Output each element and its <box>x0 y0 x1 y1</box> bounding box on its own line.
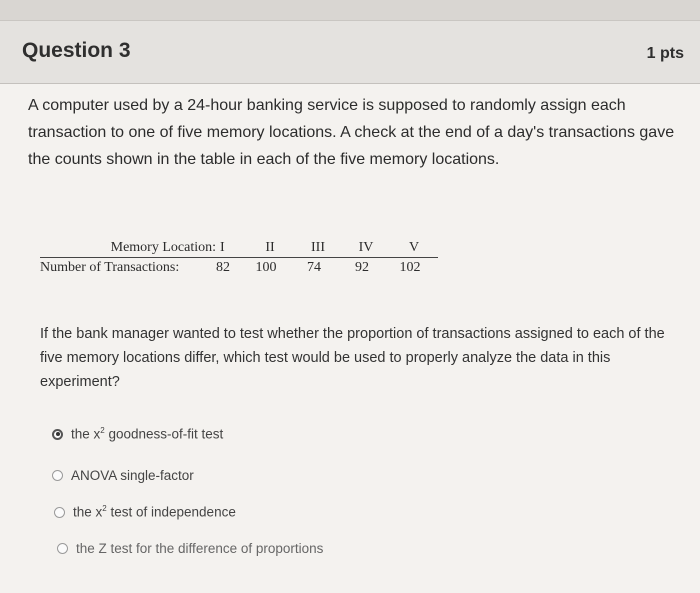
option-label: ANOVA single-factor <box>71 467 194 483</box>
option-chi-square-independence[interactable] <box>54 502 236 522</box>
question-points: 1 pts <box>646 45 684 62</box>
question-prompt: If the bank manager wanted to test whether the proportion of transactions assigned to each of the five memory locations differ, which test would be used to properly analyze the data in this experiment? <box>40 326 665 390</box>
option-label: the Z test for the difference of proportions <box>76 540 324 556</box>
radio-icon[interactable] <box>57 543 68 554</box>
option-chi-square-goodness-of-fit[interactable] <box>52 424 223 444</box>
radio-selected-icon[interactable] <box>52 429 63 440</box>
table-val-1: 82 <box>216 259 230 275</box>
table-col-2: II <box>265 239 275 255</box>
question-header <box>0 21 700 84</box>
question-intro: A computer used by a 24-hour banking service is supposed to randomly assign each transaction to one of five memory locations. A check at the end of a day's transactions gave the counts shown in the table in each of the five memory locations. <box>28 97 675 168</box>
option-z-test-proportions[interactable] <box>57 538 323 558</box>
radio-icon[interactable] <box>52 470 63 481</box>
table-col-3: III <box>311 239 325 255</box>
table-col-4: IV <box>358 239 374 255</box>
option-label: the $x^2$ goodness-of-fit test <box>71 426 224 442</box>
table-data-row <box>40 258 438 277</box>
radio-icon[interactable] <box>54 507 65 518</box>
table-header-label: Memory Location: <box>110 239 216 255</box>
table-col-5: V <box>408 239 420 255</box>
table-col-1: I <box>220 239 225 255</box>
option-anova-single-factor[interactable] <box>52 465 194 485</box>
table-header-row <box>40 238 438 258</box>
table-val-4: 92 <box>355 259 369 275</box>
table-val-3: 74 <box>307 259 321 275</box>
table-val-5: 102 <box>399 259 421 275</box>
table-row-label: Number of Transactions: <box>40 259 180 275</box>
option-label: the $x^2$ test of independence <box>73 504 236 520</box>
table-val-2: 100 <box>255 259 277 275</box>
question-title: Question 3 <box>22 39 131 62</box>
data-table <box>40 238 438 277</box>
question-body <box>28 92 678 173</box>
